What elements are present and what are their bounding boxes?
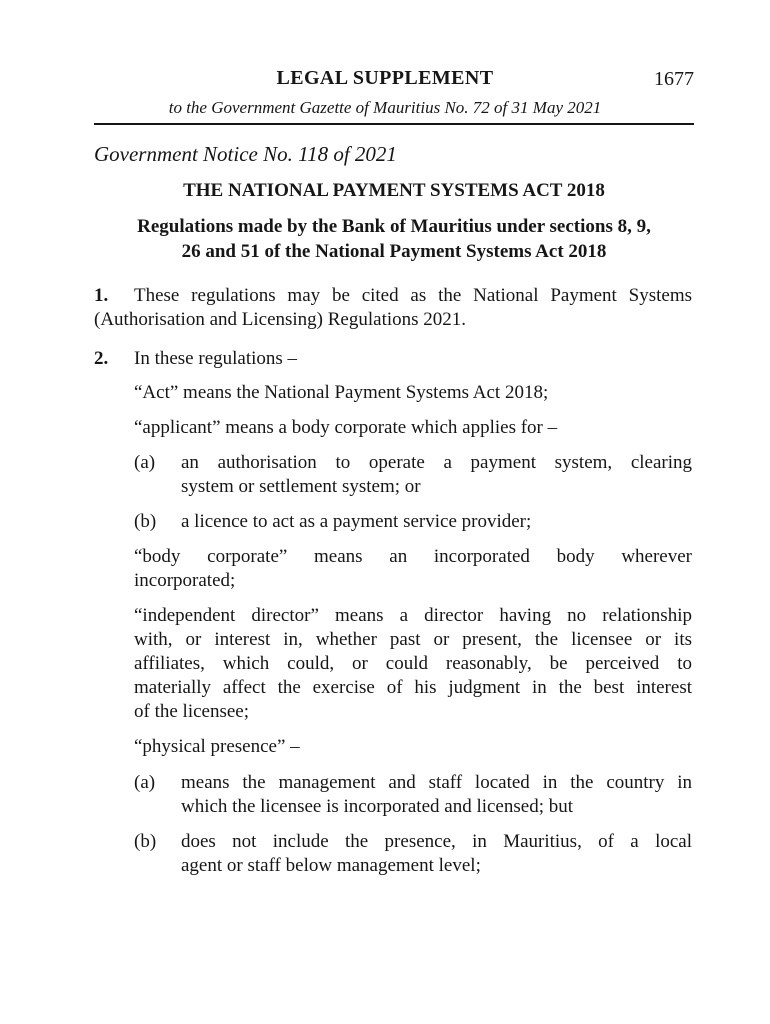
applicant-item-b-label: (b) [134,511,157,532]
independent-director-line-1: “independent director” means a director having no relationship [134,605,692,626]
physical-item-b-line-1: does not include the presence, in Mauritius, of a local [181,831,692,852]
section-2-number: 2. [94,348,109,369]
physical-item-a-label: (a) [134,772,156,793]
page-number: 1677 [654,68,694,90]
applicant-definition: “applicant” means a body corporate which applies for – [134,417,558,438]
applicant-item-a-label: (a) [134,452,156,473]
independent-director-line-4: materially affect the exercise of his judgment in the best interest [134,677,692,698]
physical-item-a-line-1: means the management and staff located in the country in [181,772,692,793]
subtitle-line-2: 26 and 51 of the National Payment Systems Act 2018 [181,241,607,262]
government-notice: Government Notice No. 118 of 2021 [94,142,397,166]
gazette-subtitle: to the Government Gazette of Mauritius No. 72 of 31 May 2021 [168,98,602,117]
independent-director-line-5: of the licensee; [134,701,250,722]
applicant-item-b-text: a licence to act as a payment service provider; [181,511,532,532]
independent-director-line-3: affiliates, which could, or could reasonably, be perceived to [134,653,692,674]
body-corporate-line-1: “body corporate” means an incorporated body wherever [134,546,692,567]
supplement-title: LEGAL SUPPLEMENT [276,67,494,89]
body-corporate-line-2: incorporated; [134,570,236,591]
section-1-line-1: These regulations may be cited as the National Payment Systems [134,285,692,306]
act-definition: “Act” means the National Payment Systems Act 2018; [134,382,549,403]
physical-presence-definition: “physical presence” – [134,736,300,757]
section-2-intro: In these regulations – [134,348,298,369]
regulations-subtitle [94,214,694,264]
header-rule [94,123,694,125]
applicant-item-a-line-1: an authorisation to operate a payment system, clearing [181,452,692,473]
section-1-number: 1. [94,285,109,306]
physical-item-a-line-2: which the licensee is incorporated and licensed; but [181,796,574,817]
physical-item-b-label: (b) [134,831,157,852]
section-1-line-2: (Authorisation and Licensing) Regulations 2021. [94,309,467,330]
physical-item-b-line-2: agent or staff below management level; [181,855,481,876]
applicant-item-a-line-2: system or settlement system; or [181,476,421,497]
subtitle-line-1: Regulations made by the Bank of Mauritius under sections 8, 9, [137,216,651,237]
act-title: THE NATIONAL PAYMENT SYSTEMS ACT 2018 [183,180,605,201]
independent-director-line-2: with, or interest in, whether past or present, the licensee or its [134,629,692,650]
